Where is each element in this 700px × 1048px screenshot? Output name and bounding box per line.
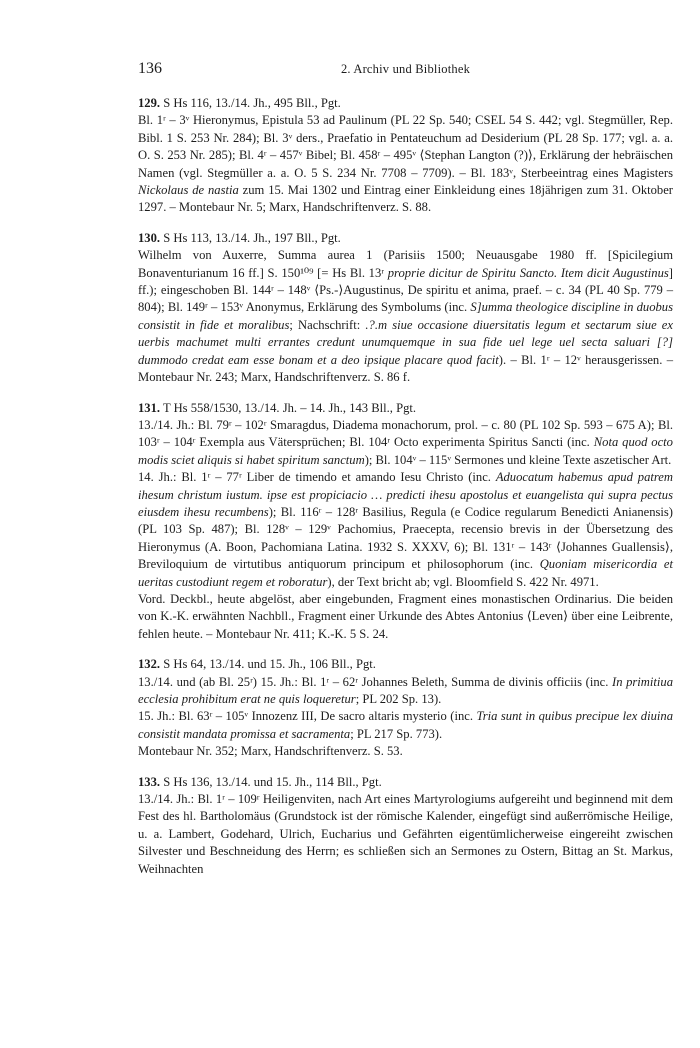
entry-number: 131.: [138, 400, 161, 415]
description-text: ; PL 202 Sp. 13).: [355, 692, 442, 706]
incipit-text: S]umma theologice discipline in duobus consistit in fide et moralibus: [138, 300, 673, 332]
entry-paragraph: [138, 247, 673, 386]
description-text: Wilhelm von Auxerre, Summa aurea 1 (Parisiis 1500; Neuausgabe 1980 ff. [Spicilegium Bonaventurianum 16 ff.] S. 150¹⁰⁹ [= Hs Bl. 13ʳ: [138, 248, 673, 280]
entry-number: 129.: [138, 96, 161, 110]
catalog-entry: [138, 400, 673, 644]
catalog-entry: [138, 774, 673, 878]
description-text: 13./14. Jh.: Bl. 1ʳ – 109ʳ Heiligenviten, nach Art eines Martyrologiums aufgereiht und beginnend mit dem Fest des hl. Bartholomäus (Grundstock ist der römische Kalender, eingefügt sind außerrömische Heilige, u. a. Lambert, Godehard, Ulrich, Eucharius und Gefährten eigentümlicherweise eingereiht zwischen Silvester und Beschneidung des Herrn; es schließen sich an Sermones zu Ostern, Bittag an St. Markus, Weihnachten: [138, 792, 673, 876]
page-header: [138, 60, 673, 80]
incipit-text: Nickolaus de nastia: [138, 183, 239, 198]
entry-shelfmark: S Hs 136, 13./14. und 15. Jh., 114 Bll., Pgt.: [160, 774, 382, 789]
entry-heading: [138, 656, 673, 673]
running-head: 2. Archiv und Bibliothek: [340, 62, 471, 76]
description-text: 13./14. Jh.: Bl. 79ʳ – 102ʳ Smaragdus, Diadema monachorum, prol. – c. 80 (PL 102 Sp. 593 – 675 A); Bl. 103ʳ – 104ʳ Exempla aus Vätersprüchen; Bl. 104ʳ Octo experimenta Spiritus Sancti (inc.: [138, 417, 673, 450]
description-text: Bl. 1ʳ – 3ᵛ Hieronymus, Epistula 53 ad Paulinum (PL 22 Sp. 540; CSEL 54 S. 442; vgl. Stegmüller, Rep. Bibl. 1 S. 253 Nr. 284); Bl. 3ᵛ ders., Praefatio in Pentateuchum ad Desiderium (PL 28 Sp. 177; vgl. a. a. O. S. 253 Nr. 285); Bl. 4ʳ – 457ᵛ Bibel; Bl. 458ʳ – 495ᵛ ⟨Stephan Langton (?)⟩, Erklärung der hebräischen Namen (vgl. Stegmüller a. a. O. 5 S. 234 Nr. 7708 – 7709). – Bl. 183ᵛ, Sterbeeintrag eines Magisters: [138, 113, 673, 180]
catalog-entry: [138, 95, 673, 217]
description-text: ), der Text bricht ab; vgl. Bloomfield S. 422 Nr. 4971.: [327, 574, 599, 589]
entry-number: 130.: [138, 230, 161, 245]
description-text: 13./14. und (ab Bl. 25ʳ) 15. Jh.: Bl. 1ʳ – 62ʳ Johannes Beleth, Summa de divinis officiis (inc.: [138, 674, 612, 689]
entry-shelfmark: T Hs 558/1530, 13./14. Jh. – 14. Jh., 143 Bll., Pgt.: [160, 400, 417, 415]
incipit-text: Quoniam misericordia et ueritas custodiunt regem et roboratur: [138, 557, 673, 589]
entry-paragraph: [138, 469, 673, 591]
entry-heading: [138, 95, 673, 112]
entry-paragraph: [138, 417, 673, 469]
description-text: ); Bl. 104ᵛ – 115ᵛ Sermones und kleine Texte aszetischer Art.: [364, 452, 672, 467]
description-text: ; PL 217 Sp. 773).: [350, 726, 443, 741]
entry-heading: [138, 230, 673, 247]
incipit-text: Tria sunt in quibus precipue lex diuina consistit mandata promissa et sacramenta: [138, 709, 673, 741]
catalog-entry: [138, 230, 673, 387]
description-text: Vord. Deckbl., heute abgelöst, aber eingebunden, Fragment eines monastischen Ordinarius. Die beiden von K.-K. erwähnten Nachbll., Fragment einer Urkunde des Abtes Antonius ⟨Leven⟩ über eine Leibrente, fehlen heute. – Montebaur Nr. 411; K.-K. 5 S. 24.: [138, 591, 673, 641]
description-text: 14. Jh.: Bl. 1ʳ – 77ʳ Liber de timendo et amando Iesu Christo (inc.: [138, 470, 496, 485]
entry-shelfmark: S Hs 64, 13./14. und 15. Jh., 106 Bll., Pgt.: [160, 657, 376, 672]
entry-shelfmark: S Hs 113, 13./14. Jh., 197 Bll., Pgt.: [160, 230, 341, 245]
entry-paragraph: [138, 112, 673, 216]
entry-number: 132.: [138, 657, 161, 672]
entry-paragraph: [138, 591, 673, 643]
incipit-text: .?.m siue occasione diuersitatis legum et sectarum siue ex uerbis machumet multi errantes credunt unumquemque in sua fide uel lege uel secta saluari [?] dummodo credat eam esse bonam et a deo ipsique placare quod facit: [138, 317, 673, 367]
catalog-entry: [138, 656, 673, 760]
entry-paragraph: [138, 674, 673, 709]
entry-heading: [138, 400, 673, 417]
entry-paragraph: [138, 743, 673, 760]
description-text: Montebaur Nr. 352; Marx, Handschriftenverz. S. 53.: [138, 744, 403, 759]
incipit-text: In primitiua ecclesia prohibitum erat ne quis loqueretur: [138, 674, 673, 706]
entry-heading: [138, 774, 673, 791]
description-text: ; Nachschrift:: [289, 317, 366, 332]
entry-paragraph: [138, 708, 673, 743]
catalog-entries: [138, 95, 673, 891]
incipit-text: Aduocatum habemus apud patrem ihesum christum iustum. ipse est propiciacio … predicti ihesu apostolus et euangelista qui supra pectus eiusdem ihesu recumbens: [138, 470, 673, 519]
entry-number: 133.: [138, 774, 161, 789]
description-text: ] ff.); eingeschoben Bl. 144ʳ – 148ᵛ ⟨Ps.-⟩Augustinus, De spiritu et anima, praef. – c. 34 (PL 40 Sp. 779 – 804); Bl. 149ʳ – 153ᵛ Anonymus, Erklärung des Symbolums (inc.: [138, 265, 673, 315]
entry-paragraph: [138, 791, 673, 878]
incipit-text: Nota quod octo modis sciet aliquis si habet spiritum sanctum: [138, 435, 673, 467]
description-text: ); Bl. 116ʳ – 128ʳ Basilius, Regula (e Codice regularum Benedicti Anianensis) (PL 103 Sp. 487); Bl. 128ᵛ – 129ᵛ Pachomius, Praecepta, recensio brevis in der Übersetzung des Hieronymus (A. Boon, Pachomiana Latina. 1932 S. XXXV, 6); Bl. 131ʳ – 143ʳ ⟨Johannes Guallensis⟩, Breviloquium de virtutibus antiquorum principum et philosophorum (inc.: [138, 504, 673, 572]
page-number: 136: [138, 60, 162, 77]
description-text: zum 15. Mai 1302 und Eintrag einer Einkleidung eines 18jährigen zum 31. Oktober 1297. – Montebaur Nr. 5; Marx, Handschriftenverz. S. 88.: [138, 183, 673, 215]
incipit-text: proprie dicitur de Spiritu Sancto. Item dicit Augustinus: [387, 265, 669, 280]
description-text: 15. Jh.: Bl. 63ʳ – 105ᵛ Innozenz III, De sacro altaris mysterio (inc.: [138, 709, 477, 724]
description-text: ). – Bl. 1ʳ – 12ᵛ herausgerissen. – Montebaur Nr. 243; Marx, Handschriftenverz. S. 86 f.: [138, 352, 674, 385]
entry-shelfmark: S Hs 116, 13./14. Jh., 495 Bll., Pgt.: [160, 96, 341, 110]
